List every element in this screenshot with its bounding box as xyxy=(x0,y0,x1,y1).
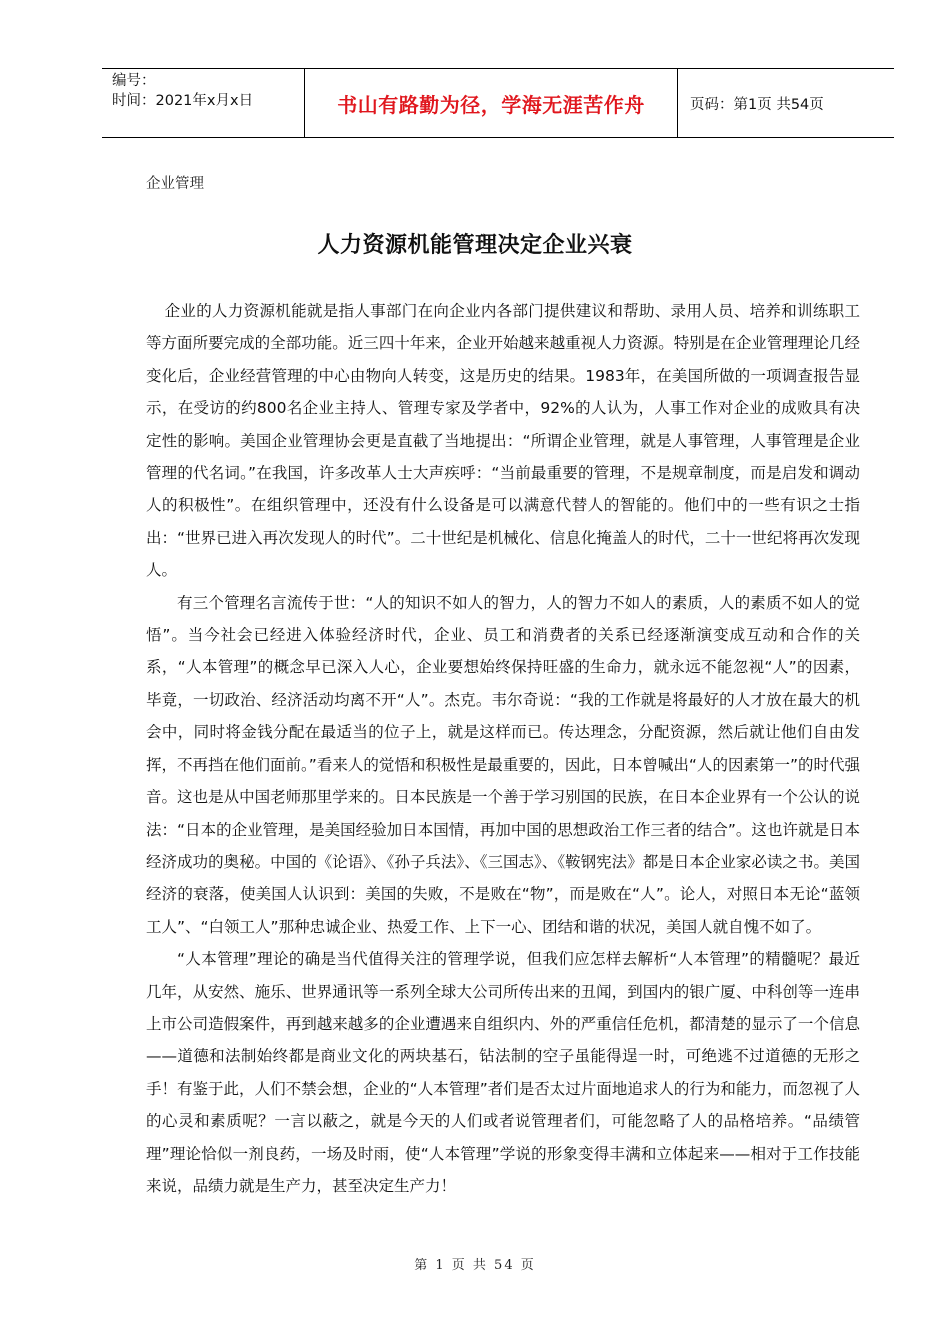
document-number: 编号： xyxy=(112,73,156,89)
page-header xyxy=(102,68,894,138)
document-title: 人力资源机能管理决定企业兴衰 xyxy=(317,233,633,258)
document-date: 时间：2021年x月x日 xyxy=(112,93,254,109)
page-footer: 第 1 页 共 54 页 xyxy=(414,1258,536,1273)
header-motto: 书山有路勤为径，学海无涯苦作舟 xyxy=(305,69,678,137)
body-paragraph: 有三个管理名言流传于世：“人的知识不如人的智力，人的智力不如人的素质，人的素质不如人的觉悟”。当今社会已经进入体验经济时代，企业、员工和消费者的关系已经逐渐演变成互动和合作的关系，“人本管理”的概念早已深入人心，企业要想始终保持旺盛的生命力，就永远不能忽视“人”的因素，毕竟，一切政治、经济活动均离不开“人”。杰克。韦尔奇说：“我的工作就是将最好的人才放在最大的机会中，同时将金钱分配在最适当的位子上，就是这样而已。传达理念，分配资源，然后就让他们自由发挥，不再挡在他们面前。”看来人的觉悟和积极性是最重要的，因此，日本曾喊出“人的因素第一”的时代强音。这也是从中国老师那里学来的。日本民族是一个善于学习别国的民族，在日本企业界有一个公认的说法：“日本的企业管理，是美国经验加日本国情，再加中国的思想政治工作三者的结合”。这也许就是日本经济成功的奥秘。中国的《论语》、《孙子兵法》、《三国志》、《鞍钢宪法》都是日本企业家必读之书。美国经济的衰落，使美国人认识到：美国的失败，不是败在“物”，而是败在“人”。论人，对照日本无论“蓝领工人”、“白领工人”那种忠诚企业、热爱工作、上下一心、团结和谐的状况，美国人就自愧不如了。 xyxy=(146,593,860,936)
document-category: 企业管理 xyxy=(146,176,204,192)
header-page-number: 页码：第1页 共54页 xyxy=(690,96,824,113)
document-body xyxy=(146,295,860,1202)
body-paragraph: 企业的人力资源机能就是指人事部门在向企业内各部门提供建议和帮助、录用人员、培养和训练职工等方面所要完成的全部功能。近三四十年来，企业开始越来越重视人力资源。特别是在企业管理理论几经变化后，企业经营管理的中心由物向人转变，这是历史的结果。1983年，在美国所做的一项调查报告显示，在受访的约800名企业主持人、管理专家及学者中，92%的人认为，人事工作对企业的成败具有决定性的影响。美国企业管理协会更是直截了当地提出：“所谓企业管理，就是人事管理，人事管理是企业管理的代名词。”在我国，许多改革人士大声疾呼：“当前最重要的管理，不是规章制度，而是启发和调动人的积极性”。在组织管理中，还没有什么设备是可以满意代替人的智能的。他们中的一些有识之士指出：“世界已进入再次发现人的时代”。二十世纪是机械化、信息化掩盖人的时代，二十一世纪将再次发现人。 xyxy=(146,302,860,580)
body-paragraph: “人本管理”理论的确是当代值得关注的管理学说，但我们应怎样去解析“人本管理”的精髓呢？最近几年，从安然、施乐、世界通讯等一系列全球大公司所传出来的丑闻，到国内的银广厦、中科创等一连串上市公司造假案件，再到越来越多的企业遭遇来自组织内、外的严重信任危机，都清楚的显示了一个信息——道德和法制始终都是商业文化的两块基石，钻法制的空子虽能得逞一时，可绝逃不过道德的无形之手！有鉴于此，人们不禁会想，企业的“人本管理”者们是否太过片面地追求人的行为和能力，而忽视了人的心灵和素质呢？一言以蔽之，就是今天的人们或者说管理者们，可能忽略了人的品格培养。“品绩管理”理论恰似一剂良药，一场及时雨，使“人本管理”学说的形象变得丰满和立体起来——相对于工作技能来说，品绩力就是生产力，甚至决定生产力！ xyxy=(146,950,860,1195)
header-meta xyxy=(102,69,305,137)
